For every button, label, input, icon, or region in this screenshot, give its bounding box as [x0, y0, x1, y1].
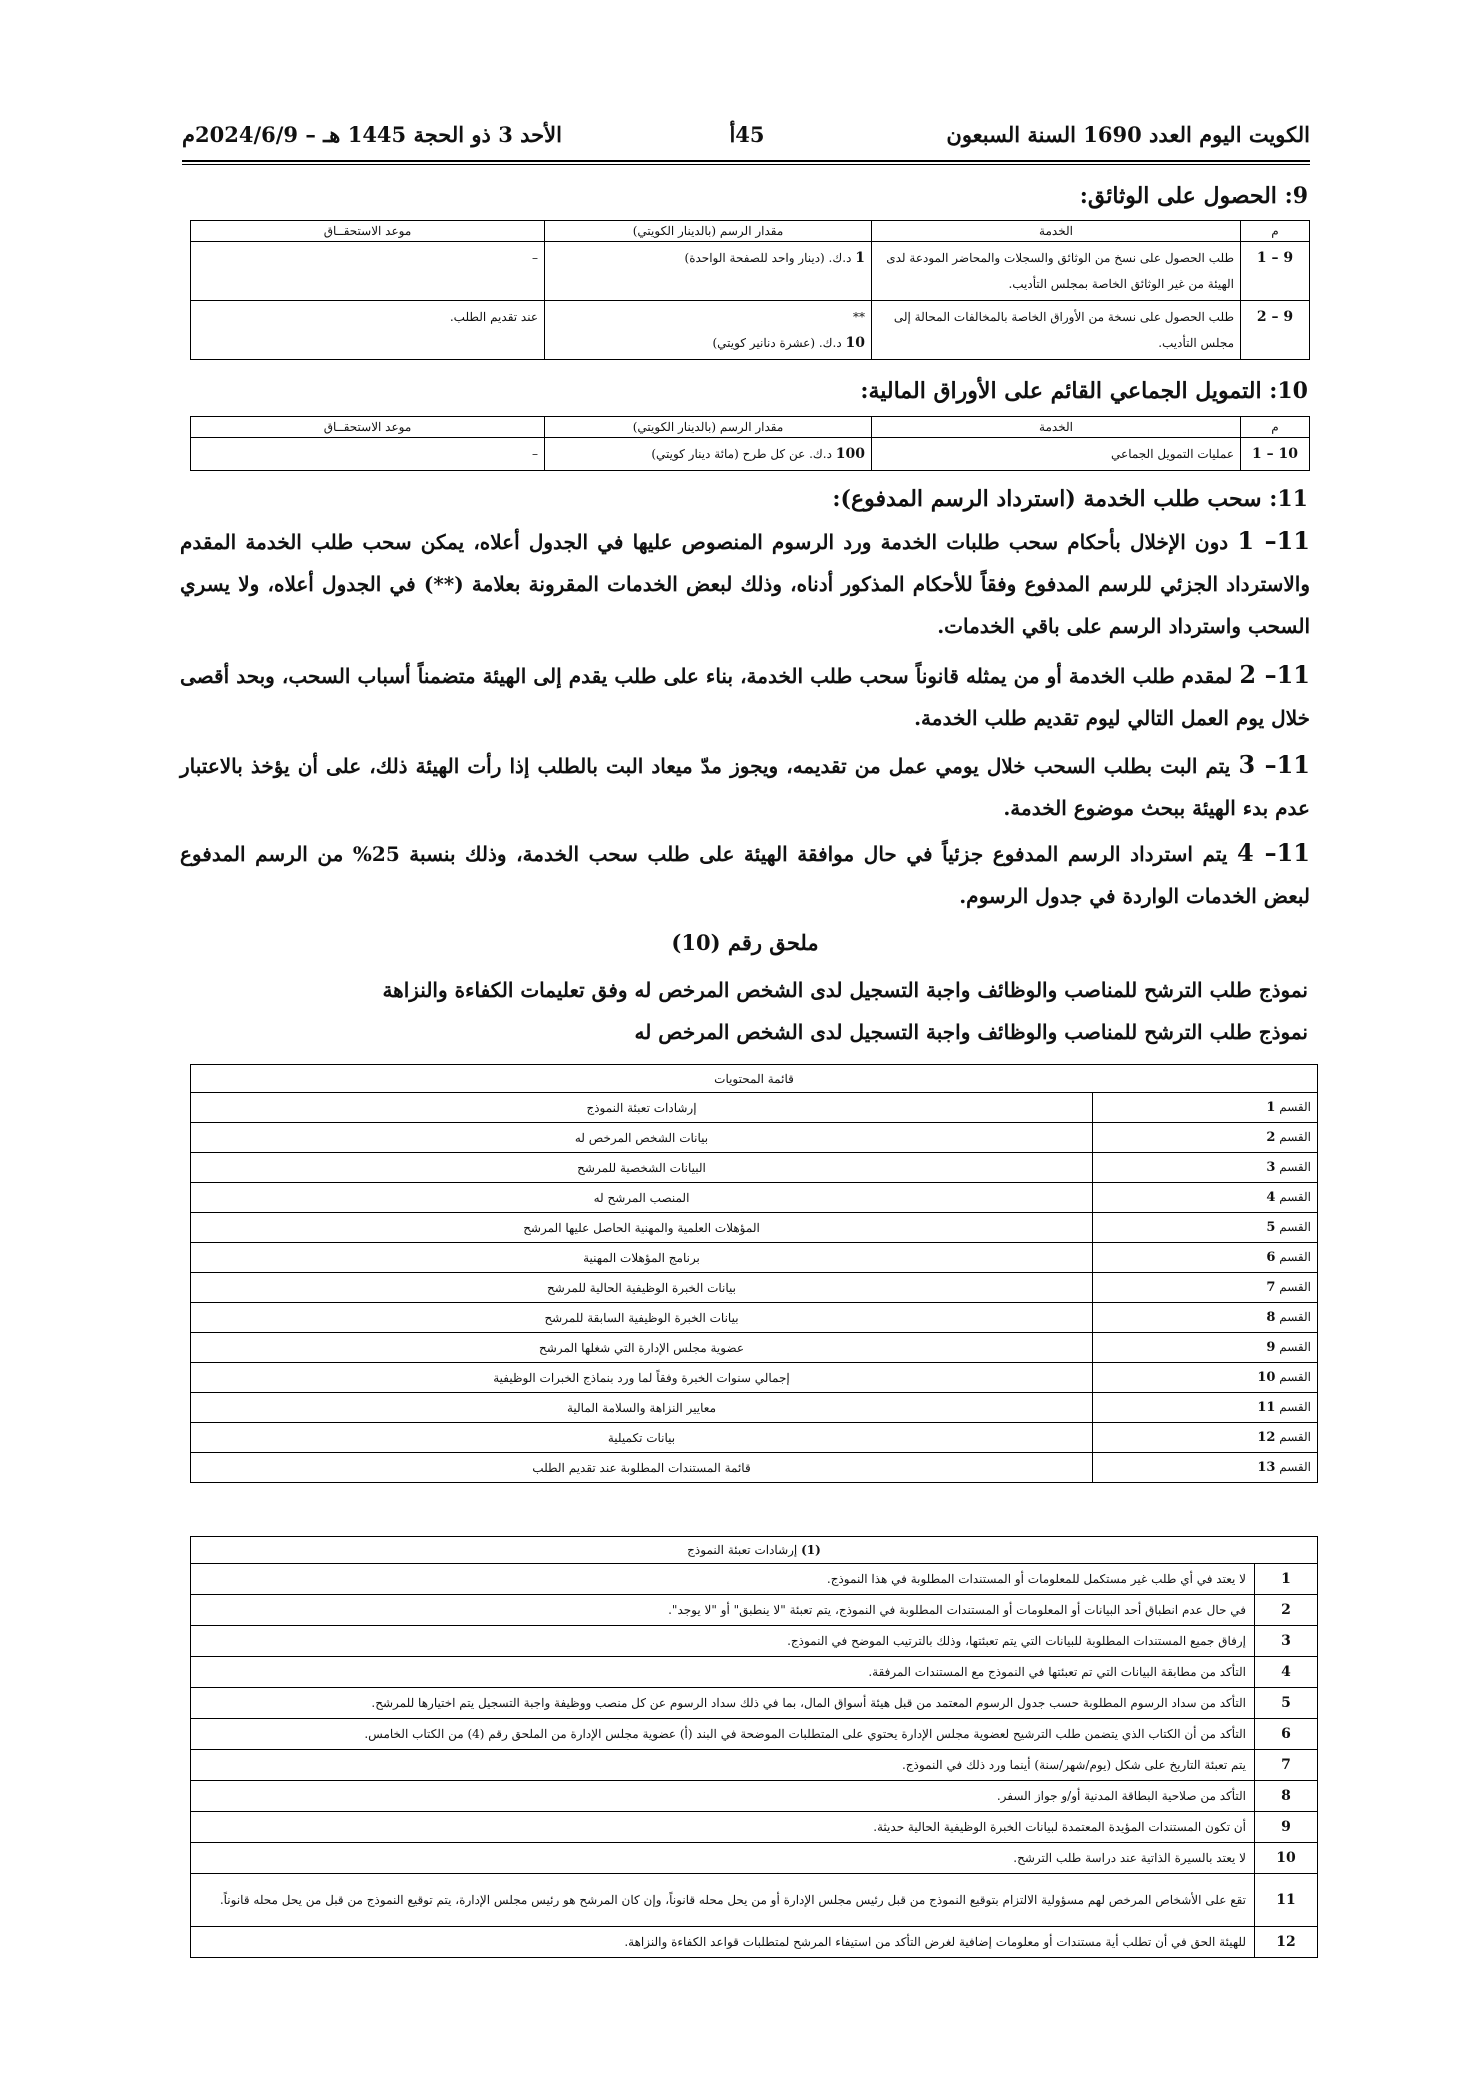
section9-title: 9: الحصول على الوثائق:	[1079, 183, 1308, 209]
col-amount: مقدار الرسم (بالدينار الكويتي)	[545, 417, 872, 438]
row-no: 9 – 2	[1241, 301, 1310, 360]
instruction-row	[191, 1657, 1318, 1688]
instructions-table	[190, 1536, 1318, 1958]
section-label: القسم 12	[1093, 1423, 1318, 1453]
instruction-number: 12	[1255, 1927, 1318, 1958]
row-due: –	[191, 242, 545, 301]
row-amount: ** 10 د.ك. (عشرة دنانير كويتي)	[545, 301, 872, 360]
col-service: الخدمة	[872, 417, 1241, 438]
row-service: طلب الحصول على نسخة من الأوراق الخاصة بالمخالفات المحالة إلى مجلس التأديب.	[872, 301, 1241, 360]
contents-row	[191, 1243, 1318, 1273]
instruction-text: أن تكون المستندات المؤيدة المعتمدة لبيانات الخبرة الوظيفية الحالية حديثة.	[191, 1812, 1255, 1843]
header-rule-thin	[182, 164, 1310, 165]
instruction-row	[191, 1843, 1318, 1874]
instruction-text: التأكد من أن الكتاب الذي يتضمن طلب الترشيح لعضوية مجلس الإدارة يحتوي على المتطلبات الموضحة في البند (أ) عضوية مجلس الإدارة من الملحق رقم (4) من الكتاب الخامس.	[191, 1719, 1255, 1750]
instruction-row	[191, 1927, 1318, 1958]
section-title: بيانات الشخص المرخص له	[191, 1123, 1093, 1153]
section-title: معايير النزاهة والسلامة المالية	[191, 1393, 1093, 1423]
table-row	[191, 301, 1310, 360]
crowdfunding-fee-table	[190, 416, 1310, 471]
instruction-text: التأكد من سداد الرسوم المطلوبة حسب جدول الرسوم المعتمد من قبل هيئة أسواق المال، بما في ذلك سداد الرسوم عن كل منصب ووظيفة واجبة التسجيل يتم اختيارها للمرشح.	[191, 1688, 1255, 1719]
contents-header-row	[191, 1065, 1318, 1093]
table-row	[191, 242, 1310, 301]
contents-row	[191, 1213, 1318, 1243]
section-label: القسم 6	[1093, 1243, 1318, 1273]
section-label: القسم 3	[1093, 1153, 1318, 1183]
table-header-row	[191, 221, 1310, 242]
section-label: القسم 7	[1093, 1273, 1318, 1303]
instruction-text: للهيئة الحق في أن تطلب أية مستندات أو معلومات إضافية لغرض التأكد من استيفاء المرشح لمتطلبات قواعد الكفاءة والنزاهة.	[191, 1927, 1255, 1958]
instruction-text: لا يعتد في أي طلب غير مستكمل للمعلومات أو المستندات المطلوبة في هذا النموذج.	[191, 1564, 1255, 1595]
instruction-row	[191, 1719, 1318, 1750]
section-title: قائمة المستندات المطلوبة عند تقديم الطلب	[191, 1453, 1093, 1483]
contents-row	[191, 1183, 1318, 1213]
instruction-text: في حال عدم انطباق أحد البيانات أو المعلومات أو المستندات المطلوبة في النموذج، يتم تعبئة "لا ينطبق" أو "لا يوجد".	[191, 1595, 1255, 1626]
contents-row	[191, 1453, 1318, 1483]
instruction-row	[191, 1688, 1318, 1719]
page-header	[182, 122, 1310, 156]
section-title: إرشادات تعبئة النموذج	[191, 1093, 1093, 1123]
row-due: –	[191, 438, 545, 471]
instruction-row	[191, 1595, 1318, 1626]
section-label: القسم 11	[1093, 1393, 1318, 1423]
section-title: المنصب المرشح له	[191, 1183, 1093, 1213]
issue-date: الأحد 3 ذو الحجة 1445 هـ – 2024/6/9م	[182, 122, 562, 147]
instruction-row	[191, 1812, 1318, 1843]
instruction-number: 9	[1255, 1812, 1318, 1843]
row-amount: 1 د.ك. (دينار واحد للصفحة الواحدة)	[545, 242, 872, 301]
contents-row	[191, 1153, 1318, 1183]
table-row	[191, 438, 1310, 471]
section-title: بيانات الخبرة الوظيفية السابقة للمرشح	[191, 1303, 1093, 1333]
row-due: عند تقديم الطلب.	[191, 301, 545, 360]
row-amount: 100 د.ك. عن كل طرح (مائة دينار كويتي)	[545, 438, 872, 471]
row-no: 9 – 1	[1241, 242, 1310, 301]
paragraph-11-1: 11– 1 دون الإخلال بأحكام سحب طلبات الخدمة ورد الرسوم المنصوص عليها في الجدول أعلاه، يمكن سحب طلب الخدمة المقدم والاسترداد الجزئي للرسم المدفوع وفقاً للأحكام المذكور أدناه، وذلك لبعض الخدمات المقرونة بعلامة (**) في الجدول أعلاه، ولا يسري السحب واسترداد الرسم على باقي الخدمات.	[180, 526, 1310, 638]
col-no: م	[1241, 417, 1310, 438]
col-service: الخدمة	[872, 221, 1241, 242]
instruction-row	[191, 1564, 1318, 1595]
instructions-header-row	[191, 1537, 1318, 1564]
instruction-number: 8	[1255, 1781, 1318, 1812]
instruction-text: يتم تعبئة التاريخ على شكل (يوم/شهر/سنة) أينما ورد ذلك في النموذج.	[191, 1750, 1255, 1781]
annex-title: ملحق رقم (10)	[671, 930, 819, 955]
section-title: إجمالي سنوات الخبرة وفقاً لما ورد بنماذج الخبرات الوظيفية	[191, 1363, 1093, 1393]
section-label: القسم 4	[1093, 1183, 1318, 1213]
section-title: عضوية مجلس الإدارة التي شغلها المرشح	[191, 1333, 1093, 1363]
section-label: القسم 8	[1093, 1303, 1318, 1333]
section-title: بيانات الخبرة الوظيفية الحالية للمرشح	[191, 1273, 1093, 1303]
contents-row	[191, 1423, 1318, 1453]
instruction-row	[191, 1626, 1318, 1657]
instruction-number: 2	[1255, 1595, 1318, 1626]
instruction-number: 7	[1255, 1750, 1318, 1781]
row-service: عمليات التمويل الجماعي	[872, 438, 1241, 471]
table-header-row	[191, 417, 1310, 438]
contents-row	[191, 1303, 1318, 1333]
contents-row	[191, 1393, 1318, 1423]
section-label: القسم 5	[1093, 1213, 1318, 1243]
section-label: القسم 13	[1093, 1453, 1318, 1483]
instruction-text: التأكد من مطابقة البيانات التي تم تعبئتها في النموذج مع المستندات المرفقة.	[191, 1657, 1255, 1688]
contents-row	[191, 1333, 1318, 1363]
instruction-text: لا يعتد بالسيرة الذاتية عند دراسة طلب الترشح.	[191, 1843, 1255, 1874]
section-label: القسم 10	[1093, 1363, 1318, 1393]
instruction-text: التأكد من صلاحية البطاقة المدنية أو/و جواز السفر.	[191, 1781, 1255, 1812]
col-due: موعد الاستحقــاق	[191, 417, 545, 438]
instructions-header: (1) إرشادات تعبئة النموذج	[191, 1537, 1318, 1564]
col-amount: مقدار الرسم (بالدينار الكويتي)	[545, 221, 872, 242]
col-due: موعد الاستحقــاق	[191, 221, 545, 242]
instruction-number: 6	[1255, 1719, 1318, 1750]
instruction-number: 5	[1255, 1688, 1318, 1719]
instruction-row	[191, 1874, 1318, 1927]
header-rule-thick	[182, 160, 1310, 162]
page-number: 45أ	[729, 122, 765, 147]
documents-fee-table	[190, 220, 1310, 360]
form-title: نموذج طلب الترشح للمناصب والوظائف واجبة التسجيل لدى الشخص المرخص له	[634, 1020, 1308, 1044]
contents-row	[191, 1123, 1318, 1153]
paragraph-11-3: 11– 3 يتم البت بطلب السحب خلال يومي عمل من تقديمه، ويجوز مدّ ميعاد البت بالطلب إذا رأت الهيئة ذلك، على أن يؤخذ بالاعتبار عدم بدء الهيئة ببحث موضوع الخدمة.	[180, 750, 1310, 820]
contents-table	[190, 1064, 1318, 1483]
form-title-full: نموذج طلب الترشح للمناصب والوظائف واجبة التسجيل لدى الشخص المرخص له وفق تعليمات الكفاءة والنزاهة	[382, 978, 1308, 1002]
instruction-number: 11	[1255, 1874, 1318, 1927]
instruction-text: إرفاق جميع المستندات المطلوبة للبيانات التي يتم تعبئتها، وذلك بالترتيب الموضح في النموذج.	[191, 1626, 1255, 1657]
section-title: بيانات تكميلية	[191, 1423, 1093, 1453]
instruction-row	[191, 1750, 1318, 1781]
contents-row	[191, 1093, 1318, 1123]
paragraph-11-4: 11– 4 يتم استرداد الرسم المدفوع جزئياً في حال موافقة الهيئة على طلب سحب الخدمة، وذلك بنسبة 25% من الرسم المدفوع لبعض الخدمات الواردة في جدول الرسوم.	[180, 838, 1311, 908]
instruction-number: 4	[1255, 1657, 1318, 1688]
gazette-issue: الكويت اليوم العدد 1690 السنة السبعون	[946, 122, 1310, 147]
contents-row	[191, 1363, 1318, 1393]
instruction-row	[191, 1781, 1318, 1812]
row-no: 10 – 1	[1241, 438, 1310, 471]
instruction-number: 10	[1255, 1843, 1318, 1874]
section-title: البيانات الشخصية للمرشح	[191, 1153, 1093, 1183]
instruction-text: تقع على الأشخاص المرخص لهم مسؤولية الالتزام بتوقيع النموذج من قبل رئيس مجلس الإدارة أو من يحل محله قانوناً، وإن كان المرشح هو رئيس مجلس الإدارة، يتم توقيع النموذج من قبل من يحل محله قانوناً.	[191, 1874, 1255, 1927]
section11-title: 11: سحب طلب الخدمة (استرداد الرسم المدفوع):	[832, 486, 1308, 512]
section10-title: 10: التمويل الجماعي القائم على الأوراق المالية:	[860, 378, 1308, 404]
section-title: المؤهلات العلمية والمهنية الحاصل عليها المرشح	[191, 1213, 1093, 1243]
row-service: طلب الحصول على نسخ من الوثائق والسجلات والمحاضر المودعة لدى الهيئة من غير الوثائق الخاصة بمجلس التأديب.	[872, 242, 1241, 301]
contents-row	[191, 1273, 1318, 1303]
instruction-number: 1	[1255, 1564, 1318, 1595]
contents-header: قائمة المحتويات	[191, 1065, 1318, 1093]
section-label: القسم 2	[1093, 1123, 1318, 1153]
refund-mark: **	[853, 310, 865, 324]
section-title: برنامج المؤهلات المهنية	[191, 1243, 1093, 1273]
section-label: القسم 9	[1093, 1333, 1318, 1363]
section-label: القسم 1	[1093, 1093, 1318, 1123]
instruction-number: 3	[1255, 1626, 1318, 1657]
paragraph-11-2: 11– 2 لمقدم طلب الخدمة أو من يمثله قانوناً سحب طلب الخدمة، بناء على طلب يقدم إلى الهيئة متضمناً أسباب السحب، وبحد أقصى خلال يوم العمل التالي ليوم تقديم طلب الخدمة.	[180, 660, 1310, 730]
col-no: م	[1241, 221, 1310, 242]
